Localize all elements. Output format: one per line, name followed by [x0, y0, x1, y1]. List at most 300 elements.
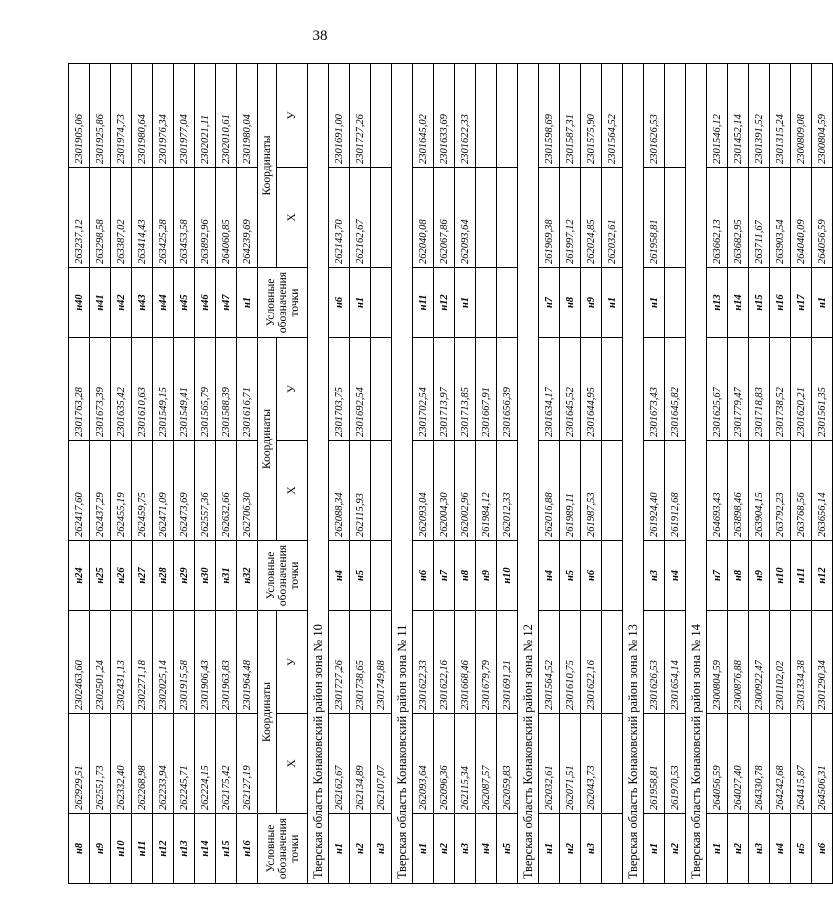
- coord-x: 262473,69: [174, 441, 195, 541]
- coord-y: [665, 64, 686, 168]
- section-heading-row: [623, 64, 644, 884]
- point-label: н1: [455, 268, 476, 338]
- point-label: н3: [371, 814, 392, 884]
- coord-y: 2301691,21: [497, 611, 518, 714]
- point-label: н3: [455, 814, 476, 884]
- point-label: н7: [434, 541, 455, 611]
- section-heading: Тверская область Конаковский район зона № 12: [518, 64, 539, 884]
- coord-y: 2301622,33: [455, 64, 476, 168]
- point-label: н8: [455, 541, 476, 611]
- coord-x: [602, 441, 623, 541]
- point-label: н40: [69, 268, 90, 338]
- coord-x: 262224,15: [195, 714, 216, 814]
- point-label: н1: [539, 814, 560, 884]
- coord-y: 2301626,53: [644, 611, 665, 714]
- coord-x: 263903,54: [770, 168, 791, 268]
- point-label: н16: [770, 268, 791, 338]
- coord-y: 2301692,54: [350, 338, 371, 441]
- section-heading-row: [686, 64, 707, 884]
- coord-y: 2300876,88: [728, 611, 749, 714]
- table-row: [602, 64, 623, 884]
- coord-y: 2301738,52: [770, 338, 791, 441]
- coord-x: 262040,08: [413, 168, 434, 268]
- coord-x: 262107,07: [371, 714, 392, 814]
- table-row: [455, 64, 476, 884]
- point-label: н5: [791, 814, 812, 884]
- coord-y: 2300804,59: [707, 611, 728, 714]
- coord-x: 262162,67: [350, 168, 371, 268]
- coord-y: 2301679,79: [476, 611, 497, 714]
- table-row: [350, 64, 371, 884]
- point-label: [665, 268, 686, 338]
- table-row: [497, 64, 518, 884]
- coord-y: 2301915,58: [174, 611, 195, 714]
- table-row: [371, 64, 392, 884]
- table-row: [153, 64, 174, 884]
- table-row: [237, 64, 258, 884]
- coord-x: 262043,73: [581, 714, 602, 814]
- table-row: [539, 64, 560, 884]
- point-label: н14: [728, 268, 749, 338]
- coord-x: 262437,29: [90, 441, 111, 541]
- coord-x: 262245,71: [174, 714, 195, 814]
- coord-y: 2302021,11: [195, 64, 216, 168]
- coord-y: 2300922,47: [749, 611, 770, 714]
- coord-x: 262032,61: [602, 168, 623, 268]
- point-label: н25: [90, 541, 111, 611]
- coord-y: 2301727,26: [350, 64, 371, 168]
- coord-y: 2301587,31: [560, 64, 581, 168]
- coord-y: 2300809,08: [791, 64, 812, 168]
- point-label: н3: [581, 814, 602, 884]
- coord-y: 2301673,43: [644, 338, 665, 441]
- point-label: н12: [812, 541, 833, 611]
- point-label: н26: [111, 541, 132, 611]
- coord-y: 2301779,47: [728, 338, 749, 441]
- coord-x: 262134,89: [350, 714, 371, 814]
- coord-x: 262455,19: [111, 441, 132, 541]
- header-conditional-designation: Условные обозначения точки: [258, 541, 308, 611]
- coord-x: 261924,40: [644, 441, 665, 541]
- coord-x: 264027,40: [728, 714, 749, 814]
- coord-x: 264040,09: [791, 168, 812, 268]
- coord-y: 2301925,86: [90, 64, 111, 168]
- point-label: н7: [707, 541, 728, 611]
- table-row: [69, 64, 90, 884]
- coord-x: [371, 441, 392, 541]
- coord-x: 262071,51: [560, 714, 581, 814]
- table-row: [791, 64, 812, 884]
- coord-x: 263792,23: [770, 441, 791, 541]
- coord-y: 2302501,24: [90, 611, 111, 714]
- table-row: [728, 64, 749, 884]
- coord-y: 2301452,14: [728, 64, 749, 168]
- coord-y: 2301718,83: [749, 338, 770, 441]
- coord-x: 261997,12: [560, 168, 581, 268]
- point-label: н32: [237, 541, 258, 611]
- coord-y: 2301634,17: [539, 338, 560, 441]
- coord-y: 2301727,26: [329, 611, 350, 714]
- section-heading: Тверская область Конаковский район зона № 14: [686, 64, 707, 884]
- coord-x: 263237,12: [69, 168, 90, 268]
- point-label: н1: [644, 268, 665, 338]
- coord-y: 2302025,14: [153, 611, 174, 714]
- coord-x: 262115,93: [350, 441, 371, 541]
- point-label: н27: [132, 541, 153, 611]
- table-row: [665, 64, 686, 884]
- coord-x: 262175,42: [216, 714, 237, 814]
- coord-x: 262088,34: [329, 441, 350, 541]
- coord-y: 2301633,69: [434, 64, 455, 168]
- point-label: н10: [111, 814, 132, 884]
- point-label: н7: [539, 268, 560, 338]
- coord-x: 262016,88: [539, 441, 560, 541]
- coord-y: 2301905,06: [69, 64, 90, 168]
- point-label: н6: [413, 541, 434, 611]
- point-label: н5: [350, 541, 371, 611]
- coord-x: 263387,02: [111, 168, 132, 268]
- header-conditional-designation: Условные обозначения точки: [258, 268, 308, 338]
- point-label: н42: [111, 268, 132, 338]
- table-row: [812, 64, 833, 884]
- coord-x: 262268,98: [132, 714, 153, 814]
- coord-y: 2300804,59: [812, 64, 833, 168]
- header-x: X: [277, 714, 308, 814]
- coord-x: 262067,86: [434, 168, 455, 268]
- coord-x: 264242,68: [770, 714, 791, 814]
- point-label: н13: [707, 268, 728, 338]
- coord-x: 263892,96: [195, 168, 216, 268]
- point-label: н6: [812, 814, 833, 884]
- coord-y: 2301549,41: [174, 338, 195, 441]
- point-label: н13: [174, 814, 195, 884]
- coord-y: 2301749,88: [371, 611, 392, 714]
- point-label: н1: [329, 814, 350, 884]
- coord-y: 2301964,48: [237, 611, 258, 714]
- coord-x: 263414,43: [132, 168, 153, 268]
- coord-y: 2301691,00: [329, 64, 350, 168]
- coord-y: 2302271,18: [132, 611, 153, 714]
- point-label: н4: [476, 814, 497, 884]
- coord-x: 264693,43: [707, 441, 728, 541]
- table-row: [707, 64, 728, 884]
- coordinates-table: [68, 63, 833, 884]
- coord-y: 2301626,53: [644, 64, 665, 168]
- table-row: [174, 64, 195, 884]
- coord-x: 262459,75: [132, 441, 153, 541]
- coord-y: 2301713,85: [455, 338, 476, 441]
- coord-x: 262127,19: [237, 714, 258, 814]
- point-label: н15: [216, 814, 237, 884]
- coord-y: [371, 64, 392, 168]
- point-label: н9: [90, 814, 111, 884]
- point-label: н46: [195, 268, 216, 338]
- coord-y: 2301668,46: [455, 611, 476, 714]
- coord-x: 264506,31: [812, 714, 833, 814]
- coord-y: [497, 64, 518, 168]
- coord-x: 263768,56: [791, 441, 812, 541]
- point-label: н11: [791, 541, 812, 611]
- coord-x: 262632,66: [216, 441, 237, 541]
- point-label: н1: [350, 268, 371, 338]
- coord-x: 262012,33: [497, 441, 518, 541]
- rotated-table-wrapper: [68, 64, 828, 884]
- coord-x: 261987,53: [581, 441, 602, 541]
- coord-x: 262929,51: [69, 714, 90, 814]
- coord-x: 262004,30: [434, 441, 455, 541]
- coord-y: 2301610,63: [132, 338, 153, 441]
- header-y: У: [277, 611, 308, 714]
- point-label: н8: [728, 541, 749, 611]
- coord-x: 262162,67: [329, 714, 350, 814]
- coord-y: 2301610,75: [560, 611, 581, 714]
- table-row: [560, 64, 581, 884]
- table-row: [90, 64, 111, 884]
- point-label: н28: [153, 541, 174, 611]
- table-row: [132, 64, 153, 884]
- coord-x: 262706,30: [237, 441, 258, 541]
- coord-x: 263711,67: [749, 168, 770, 268]
- coord-y: 2301564,52: [539, 611, 560, 714]
- coord-x: 261984,12: [476, 441, 497, 541]
- coord-y: 2301315,24: [770, 64, 791, 168]
- point-label: н5: [497, 814, 518, 884]
- coordinates-table-frame: [68, 64, 828, 884]
- point-label: [602, 541, 623, 611]
- coord-y: 2301102,02: [770, 611, 791, 714]
- coord-x: 263662,13: [707, 168, 728, 268]
- coord-y: 2301703,75: [329, 338, 350, 441]
- coord-x: 264056,59: [707, 714, 728, 814]
- coord-x: 264330,78: [749, 714, 770, 814]
- coord-x: [665, 168, 686, 268]
- coord-y: 2301616,71: [237, 338, 258, 441]
- table-row: [770, 64, 791, 884]
- point-label: [371, 541, 392, 611]
- coord-x: 261958,81: [644, 168, 665, 268]
- table-row: [644, 64, 665, 884]
- table-row: [413, 64, 434, 884]
- header-x: X: [277, 168, 308, 268]
- coord-x: 262087,57: [476, 714, 497, 814]
- coord-x: 262024,85: [581, 168, 602, 268]
- coord-x: 262557,36: [195, 441, 216, 541]
- point-label: н14: [195, 814, 216, 884]
- point-label: н2: [560, 814, 581, 884]
- coord-x: [497, 168, 518, 268]
- coord-x: 262417,60: [69, 441, 90, 541]
- point-label: н12: [153, 814, 174, 884]
- coord-y: 2301565,79: [195, 338, 216, 441]
- point-label: н1: [644, 814, 665, 884]
- section-heading: Тверская область Конаковский район зона № 10: [308, 64, 329, 884]
- section-heading-row: [392, 64, 413, 884]
- table-row: [476, 64, 497, 884]
- coord-x: 262115,34: [455, 714, 476, 814]
- coord-y: 2301635,42: [111, 338, 132, 441]
- coord-x: 262551,73: [90, 714, 111, 814]
- coord-x: 261912,68: [665, 441, 686, 541]
- point-label: н3: [749, 814, 770, 884]
- header-coordinates: Координаты: [258, 64, 277, 268]
- coord-y: [602, 611, 623, 714]
- coord-x: 262096,36: [434, 714, 455, 814]
- coord-y: 2301588,39: [216, 338, 237, 441]
- coord-y: 2301977,04: [174, 64, 195, 168]
- coord-y: 2301654,14: [665, 611, 686, 714]
- coord-y: 2301645,52: [560, 338, 581, 441]
- coord-x: 263904,15: [749, 441, 770, 541]
- point-label: [497, 268, 518, 338]
- point-label: н11: [413, 268, 434, 338]
- point-label: н43: [132, 268, 153, 338]
- coord-y: 2301702,54: [413, 338, 434, 441]
- coord-x: 262002,96: [455, 441, 476, 541]
- point-label: н2: [728, 814, 749, 884]
- coord-y: 2301738,65: [350, 611, 371, 714]
- coord-y: 2301673,39: [90, 338, 111, 441]
- point-label: н41: [90, 268, 111, 338]
- coord-x: 261989,11: [560, 441, 581, 541]
- coord-x: 262233,94: [153, 714, 174, 814]
- coord-x: 263453,58: [174, 168, 195, 268]
- header-x: X: [277, 441, 308, 541]
- coord-x: 263682,95: [728, 168, 749, 268]
- coord-y: 2301976,34: [153, 64, 174, 168]
- header-row: [277, 64, 308, 884]
- coord-y: 2301622,16: [434, 611, 455, 714]
- coord-y: 2302431,13: [111, 611, 132, 714]
- coordinates-table-body: [69, 64, 833, 884]
- coord-y: [602, 338, 623, 441]
- coord-x: [476, 168, 497, 268]
- coord-x: 262032,61: [539, 714, 560, 814]
- coord-y: 2301713,97: [434, 338, 455, 441]
- coord-y: 2301622,16: [581, 611, 602, 714]
- coord-y: 2301980,04: [237, 64, 258, 168]
- point-label: н1: [812, 268, 833, 338]
- point-label: н9: [476, 541, 497, 611]
- point-label: н2: [665, 814, 686, 884]
- page-number: 38: [312, 28, 328, 44]
- coord-y: 2301290,34: [812, 611, 833, 714]
- coord-x: 263898,46: [728, 441, 749, 541]
- coord-x: 262471,09: [153, 441, 174, 541]
- coord-y: 2302010,61: [216, 64, 237, 168]
- coord-x: 261958,81: [644, 714, 665, 814]
- table-row: [434, 64, 455, 884]
- point-label: н15: [749, 268, 770, 338]
- coord-y: 2301625,67: [707, 338, 728, 441]
- point-label: н30: [195, 541, 216, 611]
- coord-y: [476, 64, 497, 168]
- coord-y: 2301963,83: [216, 611, 237, 714]
- coord-y: 2301564,52: [602, 64, 623, 168]
- point-label: н1: [237, 268, 258, 338]
- header-row: [258, 64, 277, 884]
- coord-y: 2301549,15: [153, 338, 174, 441]
- coord-y: 2301575,90: [581, 64, 602, 168]
- coord-x: 263298,58: [90, 168, 111, 268]
- coord-x: 264239,69: [237, 168, 258, 268]
- coord-y: 2301546,12: [707, 64, 728, 168]
- table-row: [329, 64, 350, 884]
- coord-x: 263656,14: [812, 441, 833, 541]
- point-label: н8: [560, 268, 581, 338]
- coord-x: 264056,59: [812, 168, 833, 268]
- coord-y: 2301644,95: [581, 338, 602, 441]
- header-coordinates: Координаты: [258, 611, 277, 814]
- point-label: [602, 814, 623, 884]
- section-heading: Тверская область Конаковский район зона № 13: [623, 64, 644, 884]
- coord-x: 262093,64: [413, 714, 434, 814]
- coord-y: 2301974,73: [111, 64, 132, 168]
- header-conditional-designation: Условные обозначения точки: [258, 814, 308, 884]
- point-label: н12: [434, 268, 455, 338]
- section-heading-row: [518, 64, 539, 884]
- coord-y: 2302463,60: [69, 611, 90, 714]
- point-label: н17: [791, 268, 812, 338]
- coord-y: [371, 338, 392, 441]
- point-label: н1: [602, 268, 623, 338]
- coord-y: 2301645,82: [665, 338, 686, 441]
- coord-x: 264060,85: [216, 168, 237, 268]
- point-label: н10: [770, 541, 791, 611]
- coord-x: 261970,53: [665, 714, 686, 814]
- header-coordinates: Координаты: [258, 338, 277, 541]
- coord-y: 2301667,91: [476, 338, 497, 441]
- point-label: н4: [539, 541, 560, 611]
- point-label: н4: [665, 541, 686, 611]
- coord-y: 2301334,38: [791, 611, 812, 714]
- coord-x: 262143,70: [329, 168, 350, 268]
- point-label: н5: [560, 541, 581, 611]
- coord-x: 262059,83: [497, 714, 518, 814]
- coord-y: 2301645,02: [413, 64, 434, 168]
- point-label: н10: [497, 541, 518, 611]
- point-label: н16: [237, 814, 258, 884]
- coord-x: [602, 714, 623, 814]
- header-y: У: [277, 338, 308, 441]
- point-label: н29: [174, 541, 195, 611]
- point-label: н45: [174, 268, 195, 338]
- section-heading: Тверская область Конаковский район зона № 11: [392, 64, 413, 884]
- table-row: [216, 64, 237, 884]
- point-label: н31: [216, 541, 237, 611]
- section-heading-row: [308, 64, 329, 884]
- coord-y: 2301622,33: [413, 611, 434, 714]
- point-label: [476, 268, 497, 338]
- coord-y: 2301598,69: [539, 64, 560, 168]
- coord-x: 262093,04: [413, 441, 434, 541]
- table-row: [581, 64, 602, 884]
- point-label: н1: [707, 814, 728, 884]
- point-label: н6: [329, 268, 350, 338]
- coord-y: 2301906,43: [195, 611, 216, 714]
- point-label: н1: [413, 814, 434, 884]
- point-label: н2: [434, 814, 455, 884]
- point-label: н9: [749, 541, 770, 611]
- coord-y: 2301980,64: [132, 64, 153, 168]
- point-label: н11: [132, 814, 153, 884]
- point-label: н4: [770, 814, 791, 884]
- table-row: [195, 64, 216, 884]
- point-label: [371, 268, 392, 338]
- point-label: н8: [69, 814, 90, 884]
- coord-x: 261969,38: [539, 168, 560, 268]
- coord-x: 263425,28: [153, 168, 174, 268]
- point-label: н24: [69, 541, 90, 611]
